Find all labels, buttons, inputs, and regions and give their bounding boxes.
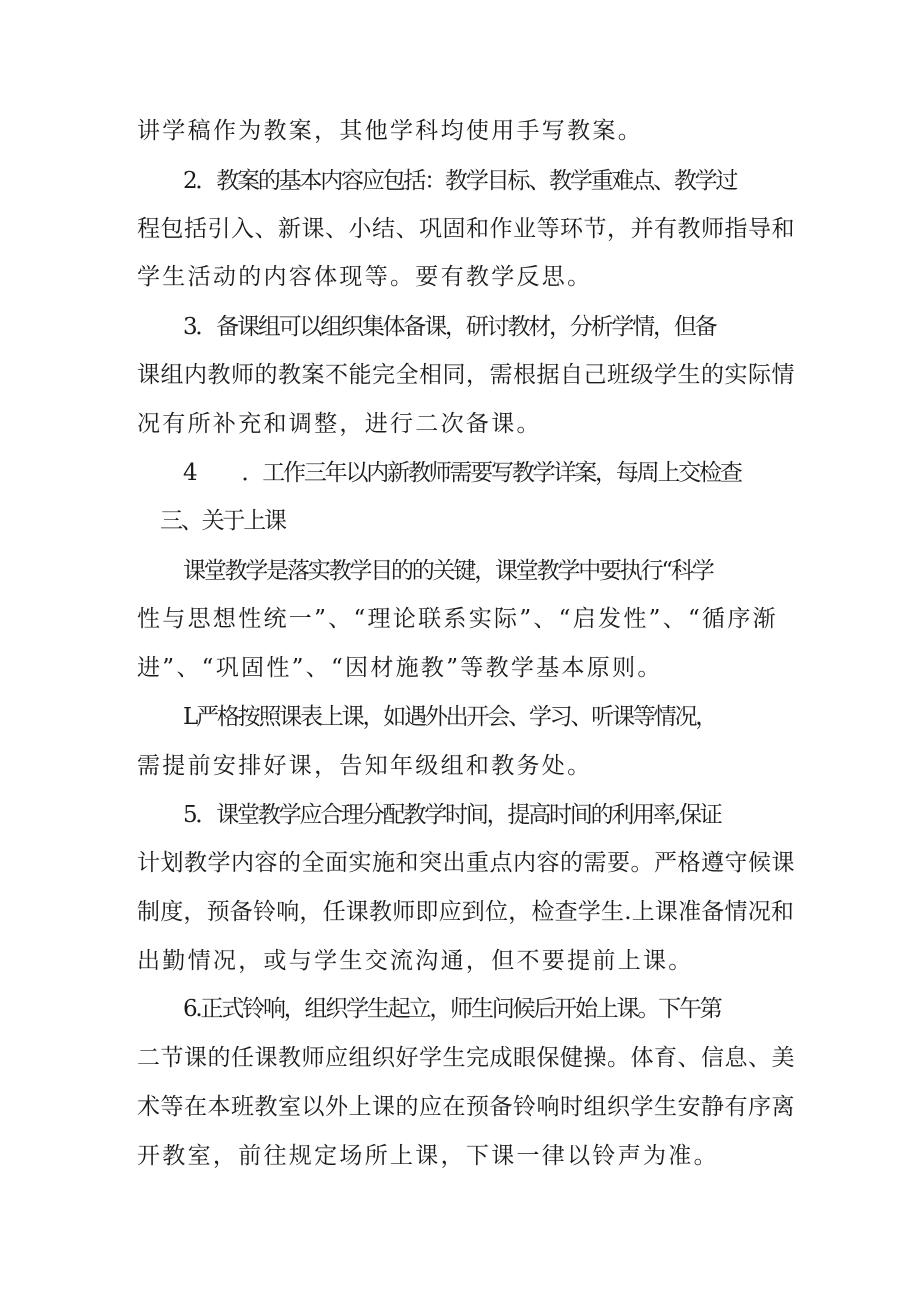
- text-line: 开教室，前往规定场所上课，下课一律以铃声为准。: [137, 1143, 719, 1169]
- text-line: 2．教案的基本内容应包括：教学目标、教学重难点、教学过: [183, 168, 737, 194]
- section-heading: 三、关于上课: [160, 508, 285, 534]
- text-line: 3．备课组可以组织集体备课，研讨教材，分析学情，但备: [183, 314, 716, 340]
- text-line: 程包括引入、新课、小结、巩固和作业等环节，并有教师指导和: [137, 216, 795, 242]
- item-number: 4: [183, 460, 196, 486]
- text-line: 需提前安排好课，告知年级组和教务处。: [137, 753, 593, 779]
- text-line: 况有所补充和调整，进行二次备课。: [137, 411, 542, 437]
- text-line: 计划教学内容的全面实施和突出重点内容的需要。严格遵守候课: [137, 850, 795, 876]
- text-line: 进”、“巩固性”、“因材施教”等教学基本原则。: [137, 655, 663, 681]
- text-line: 术等在本班教室以外上课的应在预备铃响时组织学生安静有序离: [137, 1094, 795, 1120]
- text-line: 性与思想性统一”、“理论联系实际”、“启发性”、“循序渐: [137, 606, 778, 632]
- text-line: L严格按照课表上课，如遇外出开会、学习、听课等情况，: [183, 704, 717, 730]
- text-line: 二节课的任课教师应组织好学生完成眼保健操。体育、信息、美: [137, 1045, 795, 1071]
- text-line: 5．课堂教学应合理分配教学时间，提高时间的利用率,保证: [183, 802, 721, 828]
- text-line: 制度，预备铃响，任课教师即应到位，检查学生.上课准备情况和: [137, 899, 795, 925]
- text-line: 课堂教学是落实教学目的的关键，课堂教学中要执行“科学: [183, 558, 713, 584]
- text-line: 出勤情况，或与学生交流沟通，但不要提前上课。: [137, 948, 694, 974]
- text-line: 学生活动的内容体现等。要有教学反思。: [137, 264, 593, 290]
- text-line: [183, 458, 843, 488]
- text-line: 讲学稿作为教案，其他学科均使用手写教案。: [137, 118, 643, 144]
- text-line: 6.正式铃响，组织学生起立，师生问候后开始上课。下午第: [183, 996, 721, 1022]
- item-text: ．工作三年以内新教师需要写教学详案，每周上交检查: [241, 460, 741, 486]
- text-line: 课组内教师的教案不能完全相同，需根据自己班级学生的实际情: [137, 362, 795, 388]
